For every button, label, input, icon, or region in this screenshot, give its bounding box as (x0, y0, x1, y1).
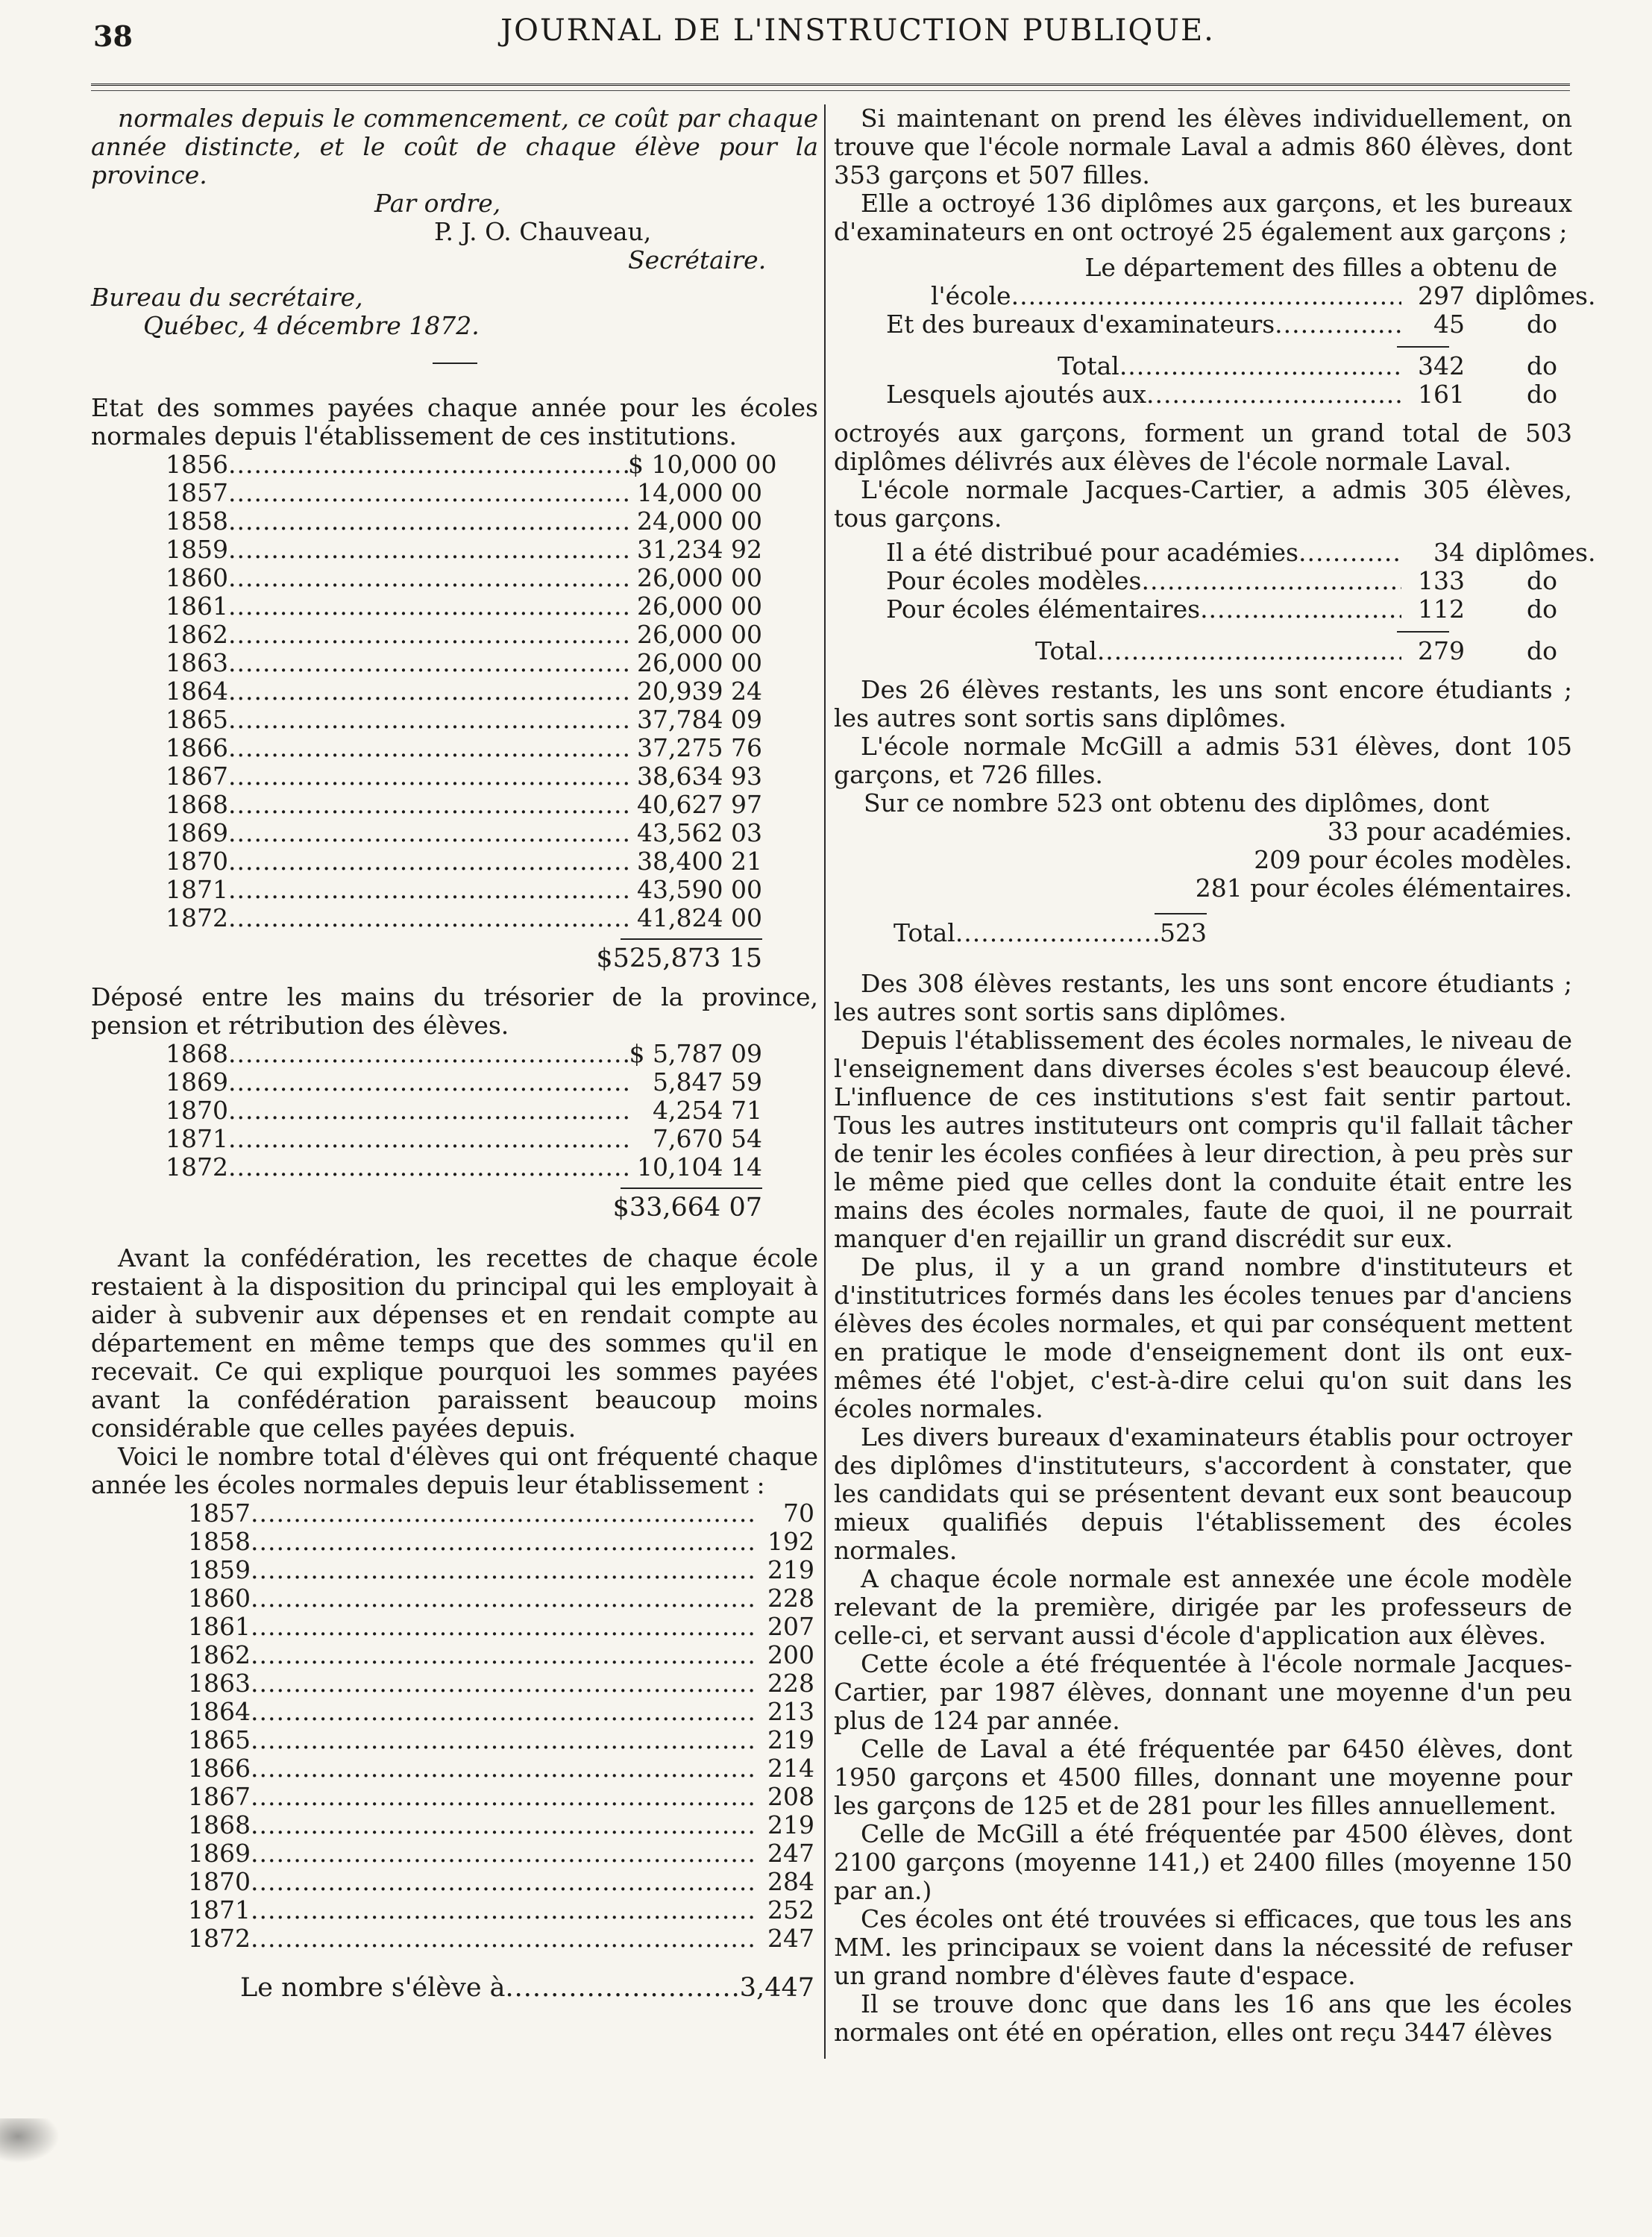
paragraph: Ces écoles ont été trouvées si efficaces, que tous les ans MM. les principaux se voient dans la nécessité de refuser un grand nombre d'élèves faute d'espace. (834, 1904, 1572, 1990)
table-row: 1871 ..... 252 (188, 1896, 814, 1924)
paragraph: Si maintenant on prend les élèves individuellement, on trouve que l'école normale Laval a admis 860 élèves, dont 353 garçons et 507 filles. (834, 104, 1572, 189)
table-row: Pour écoles élémentaires ..... 112 do (886, 595, 1557, 624)
confederation-paragraph: Avant la confédération, les recettes de chaque école restaient à la disposition du principal qui les employait à aider à subvenir aux dépenses et en rendait compte au département en même temps que des sommes qu'il en recevait. Ce qui explique pourquoi les sommes payées avant la confédération paraissent beaucoup moins considérable que celles payées depuis. (91, 1243, 818, 1443)
enrolment-table (188, 1499, 814, 1953)
voici-paragraph: Voici le nombre total d'élèves qui ont fréquenté chaque année les écoles normales depuis leur établissement : (91, 1442, 818, 1499)
paragraph: L'école normale McGill a admis 531 élèves, dont 105 garçons, et 726 filles. (834, 732, 1572, 789)
deposits-total: $33,664 07 (612, 1193, 762, 1223)
table-row: 1867 ..... 208 (188, 1783, 814, 1811)
paragraph: Les divers bureaux d'examinateurs établis pour octroyer des diplômes d'instituteurs, s'accordent à constater, que les candidats qui se présentent devant eux sont beaucoup mieux qualifiés depuis l'établissement des écoles normales. (834, 1422, 1572, 1565)
table-row: 1868 ..... $ 5,787 09 (166, 1040, 762, 1068)
table-row: 1859 ..... 31,234 92 (166, 536, 762, 564)
list-item: 33 pour académies. (1327, 817, 1572, 846)
mcgill-list (1155, 818, 1572, 903)
paragraph: Cette école a été fréquentée à l'école normale Jacques-Cartier, par 1987 élèves, donnant une moyenne d'un peu plus de 124 par année. (834, 1649, 1572, 1735)
section-rule (433, 363, 477, 364)
deposits-table (166, 1040, 762, 1222)
table-row: 1869 ..... 43,562 03 (166, 819, 762, 847)
paragraph: Elle a octroyé 136 diplômes aux garçons, et les bureaux d'examinateurs en ont octroyé 25 également aux garçons ; (834, 189, 1572, 246)
table-row: 1871 ..... 43,590 00 (166, 876, 762, 904)
total-rule (1397, 631, 1449, 633)
table-row: 1860 ..... 26,000 00 (166, 564, 762, 592)
table-row: 1872 ..... 10,104 14 (166, 1153, 762, 1182)
paragraph: Il se trouve donc que dans les 16 ans que les écoles normales ont été en opération, elles ont reçu 3447 élèves (834, 1989, 1572, 2047)
paragraph: Celle de Laval a été fréquentée par 6450 élèves, dont 1950 garçons et 4500 filles, donnant une moyenne pour les garçons de 125 et de 281 pour les filles annuellement. (834, 1734, 1572, 1820)
paragraph: octroyés aux garçons, forment un grand total de 503 diplômes délivrés aux élèves de l'école normale Laval. (834, 418, 1572, 476)
intro-text: normales depuis le commencement, ce coût par chaque année distincte, et le coût de chaque élève pour la province. (91, 104, 818, 189)
table-row: 1870 ..... 4,254 71 (166, 1096, 762, 1125)
paragraph: Des 26 élèves restants, les uns sont encore étudiants ; les autres sont sortis sans diplômes. (834, 675, 1572, 732)
table-row: 1858 ..... 24,000 00 (166, 507, 762, 536)
paragraph: A chaque école normale est annexée une école modèle relevant de la première, dirigée par les professeurs de celle-ci, et servant aussi d'école d'application aux élèves. (834, 1564, 1572, 1650)
table-row: 1872 ..... 247 (188, 1924, 814, 1953)
list-item: 281 pour écoles élémentaires. (1195, 873, 1572, 903)
table-row: 1862 ..... 26,000 00 (166, 621, 762, 649)
left-column (91, 104, 818, 2002)
right-column (834, 104, 1596, 2047)
table-row: Lesquels ajoutés aux ..... 161 do (886, 380, 1557, 409)
payments-table (166, 450, 777, 973)
table-row: 1870 ..... 284 (188, 1868, 814, 1896)
table-row: 1860 ..... 228 (188, 1584, 814, 1613)
running-title: JOURNAL DE L'INSTRUCTION PUBLIQUE. (500, 13, 1215, 48)
par-ordre: Par ordre, (374, 189, 501, 218)
list-item: 209 pour écoles modèles. (1254, 845, 1572, 874)
paragraph: Des 308 élèves restants, les uns sont encore étudiants ; les autres sont sortis sans diplômes. (834, 969, 1572, 1026)
paragraph: L'école normale Jacques-Cartier, a admis 305 élèves, tous garçons. (834, 475, 1572, 533)
table-row: 1856 ..... $ 10,000 00 (166, 451, 762, 479)
table-row: 1871 ..... 7,670 54 (166, 1125, 762, 1153)
etat-title: Etat des sommes payées chaque année pour les écoles normales depuis l'établissement de ces institutions. (91, 393, 818, 451)
mcgill-total: Total ..... 523 (893, 919, 1207, 947)
total-rule (621, 938, 762, 940)
table-row: Pour écoles modèles ..... 133 do (886, 567, 1557, 595)
table-row: 1857 ..... 14,000 00 (166, 479, 762, 507)
page-number: 38 (93, 19, 133, 53)
total-rule (1155, 913, 1207, 914)
table-row: 1865 ..... 219 (188, 1726, 814, 1754)
table-row: l'école ..... 297 diplômes. (886, 282, 1557, 310)
signer-name: P. J. O. Chauveau, (434, 217, 652, 246)
table-row: 1869 ..... 5,847 59 (166, 1068, 762, 1096)
table-row: 1859 ..... 219 (188, 1556, 814, 1584)
payments-total: $525,873 15 (596, 944, 762, 973)
paragraph: Depuis l'établissement des écoles normales, le niveau de l'enseignement dans diverses écoles s'est beaucoup élevé. L'influence de ces institutions s'est fait sentir partout. Tous les autres instituteurs ont compris qu'il fallait tâcher de tenir les écoles confiées à leur direction, à peu près sur le même pied que celles dont la conduite était entre les mains des écoles normales, faute de quoi, il ne pourrait manquer d'en rejaillir un grand discrédit sur eux. (834, 1026, 1572, 1253)
ink-smudge (0, 2118, 60, 2163)
column-divider (824, 104, 826, 2059)
total-rule (621, 1187, 762, 1189)
paragraph: De plus, il y a un grand nombre d'instituteurs et d'institutrices formés dans les écoles tenues par d'anciens élèves des écoles normales, et qui par conséquent mettent en pratique le mode d'enseignement dont ils ont eux-mêmes été l'objet, c'est-à-dire celui qu'on suit dans les écoles normales. (834, 1252, 1572, 1423)
table-row: 1870 ..... 38,400 21 (166, 847, 762, 876)
bureau-line: Bureau du secrétaire, (91, 283, 363, 312)
laval-diplomas (886, 253, 1596, 409)
table-row: 1863 ..... 26,000 00 (166, 649, 762, 677)
total-rule (1397, 346, 1449, 348)
table-row: 1866 ..... 214 (188, 1754, 814, 1783)
table-row: 1865 ..... 37,784 09 (166, 706, 762, 734)
table-row: 1872 ..... 41,824 00 (166, 904, 762, 932)
paragraph: Sur ce nombre 523 ont obtenu des diplômes, dont (864, 788, 1489, 818)
signer-title: Secrétaire. (628, 245, 767, 274)
table-row: 1867 ..... 38,634 93 (166, 762, 762, 791)
table-row: Total ..... 342 do (886, 352, 1557, 380)
table-row: Total ..... 279 do (886, 637, 1557, 665)
table-row: 1857 ..... 70 (188, 1499, 814, 1528)
table-row: 1858 ..... 192 (188, 1528, 814, 1556)
table-row: 1868 ..... 219 (188, 1811, 814, 1839)
table-row: 1864 ..... 20,939 24 (166, 677, 762, 706)
table-row: 1861 ..... 26,000 00 (166, 592, 762, 621)
jc-diplomas (886, 538, 1596, 665)
depose-title: Déposé entre les mains du trésorier de la province, pension et rétribution des élèves. (91, 982, 818, 1040)
table-row: 1861 ..... 207 (188, 1613, 814, 1641)
table-row: Le département des filles a obtenu de (1084, 253, 1557, 282)
table-row: 1864 ..... 213 (188, 1698, 814, 1726)
table-row: 1866 ..... 37,275 76 (166, 734, 762, 762)
table-row: 1863 ..... 228 (188, 1669, 814, 1698)
enrolment-total: Le nombre s'élève à ..... 3,447 (240, 1974, 814, 2002)
table-row: Il a été distribué pour académies ..... 34 diplômes. (886, 539, 1557, 567)
table-row: 1868 ..... 40,627 97 (166, 791, 762, 819)
header-rule (91, 84, 1570, 91)
paragraph: Celle de McGill a été fréquentée par 4500 élèves, dont 2100 garçons (moyenne 141,) et 2400 filles (moyenne 150 par an.) (834, 1819, 1572, 1905)
table-row: 1869 ..... 247 (188, 1839, 814, 1868)
table-row: Et des bureaux d'examinateurs ..... 45 do (886, 310, 1557, 339)
date-line: Québec, 4 décembre 1872. (143, 311, 480, 340)
table-row: 1862 ..... 200 (188, 1641, 814, 1669)
